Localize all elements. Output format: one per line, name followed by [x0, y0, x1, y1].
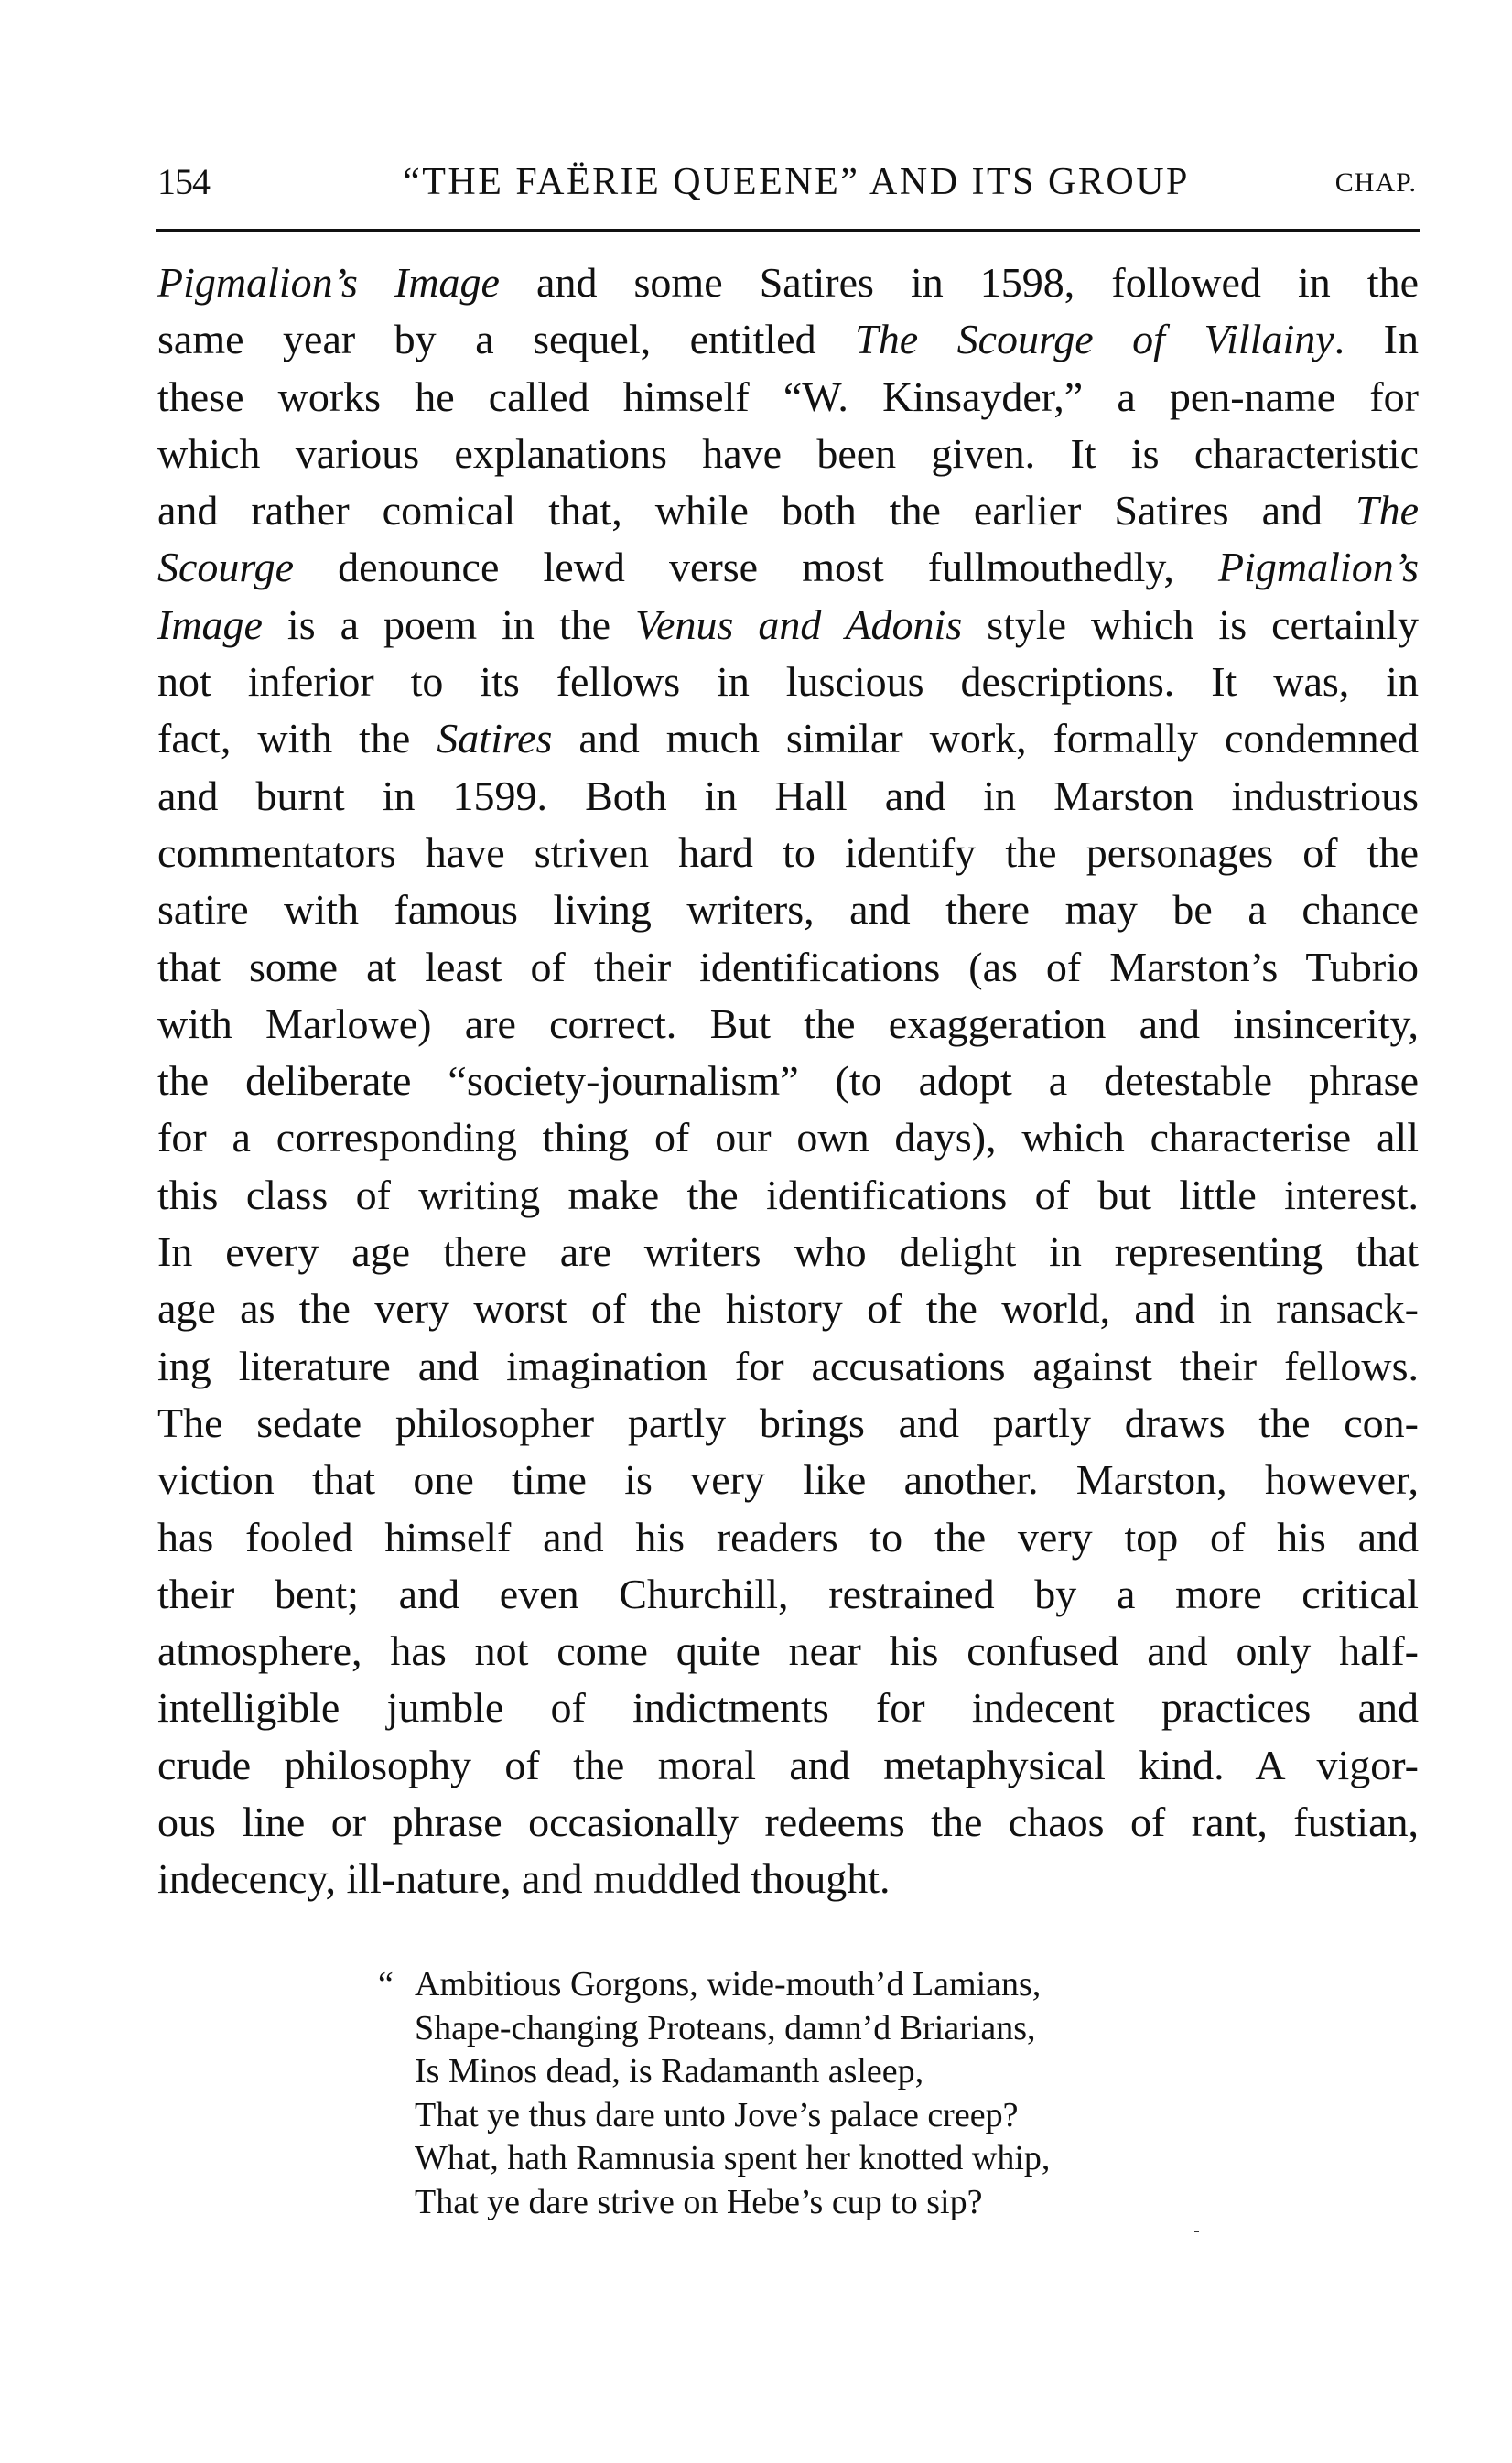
text-line [157, 1167, 1419, 1224]
text-line [157, 654, 1419, 710]
verse-line-text: Ambitious Gorgons, wide-mouth’d Lamians, [415, 1965, 1042, 2004]
text-run: indecency, ill-nature, and muddled thought. [157, 1855, 891, 1903]
verse-line-text: Is Minos dead, is Radamanth asleep, [415, 2052, 924, 2091]
text-run: denounce lewd verse most fullmouthedly, [294, 544, 1219, 591]
text-run: In every age there are writers who delight in representing that [157, 1228, 1419, 1276]
text-line [157, 1395, 1419, 1452]
text-run: for a corresponding thing of our own days), which characterise all [157, 1114, 1419, 1161]
text-run: The sedate philosopher partly brings and partly draws the con- [157, 1399, 1419, 1446]
text-line [157, 710, 1419, 767]
text-line [157, 825, 1419, 881]
text-line [157, 1623, 1419, 1680]
text-line [157, 597, 1419, 654]
text-run: and much similar work, formally condemned [552, 715, 1419, 762]
scan-speck [1194, 2231, 1199, 2232]
text-line [157, 1851, 1419, 1907]
text-line [157, 768, 1419, 825]
italic-title: Satires [437, 715, 553, 762]
text-line [157, 881, 1419, 938]
text-line [157, 1109, 1419, 1166]
text-line [157, 996, 1419, 1053]
text-line [157, 1737, 1419, 1794]
text-run: is a poem in the [262, 600, 636, 648]
header-rule [156, 229, 1420, 232]
verse-line-text: That ye dare strive on Hebe’s cup to sip? [415, 2182, 983, 2221]
verse-quotation [378, 1963, 1051, 2225]
italic-title: Pigmalion’s [1218, 544, 1419, 591]
text-run: crude philosophy of the moral and metaphysical kind. A vigor- [157, 1741, 1419, 1788]
italic-title: Pigmalion’s Image [157, 259, 500, 306]
text-run: satire with famous living writers, and there may be a chance [157, 886, 1419, 934]
text-line [157, 311, 1419, 368]
text-line [157, 482, 1419, 539]
text-line [157, 1794, 1419, 1851]
text-run: the deliberate “society-journalism” (to adopt a detestable phrase [157, 1057, 1419, 1105]
verse-line [415, 2181, 1050, 2225]
text-run: same year by a sequel, entitled [157, 316, 856, 363]
text-run: their bent; and even Churchill, restrained by a more critical [157, 1570, 1419, 1617]
text-run: viction that one time is very like another. Marston, however, [157, 1456, 1419, 1504]
text-line [157, 1280, 1419, 1337]
text-line [157, 1053, 1419, 1109]
verse-line [378, 1963, 1050, 2007]
text-run: has fooled himself and his readers to the very top of his and [157, 1513, 1419, 1561]
text-run: and rather comical that, while both the earlier Satires and [157, 487, 1355, 535]
running-title: “THE FAËRIE QUEENE” AND ITS GROUP [403, 161, 1190, 203]
opening-quote-mark: “ [378, 1965, 394, 2004]
text-run: these works he called himself “W. Kinsayder,” a pen-name for [157, 373, 1419, 420]
verse-line [415, 2137, 1050, 2181]
verse-line-text: That ye thus dare unto Jove’s palace creep? [415, 2095, 1019, 2134]
italic-title: The [1355, 487, 1419, 535]
chapter-label: CHAP. [1334, 167, 1417, 198]
text-line [157, 1566, 1419, 1623]
italic-title: Venus and Adonis [635, 600, 963, 648]
text-run: and some Satires in 1598, followed in the [499, 259, 1419, 306]
text-run: this class of writing make the identifications of but little interest. [157, 1171, 1419, 1218]
text-run: intelligible jumble of indictments for indecent practices and [157, 1684, 1419, 1732]
text-line [157, 1224, 1419, 1280]
verse-line [415, 2050, 1050, 2094]
italic-title: The Scourge of Villainy [855, 316, 1334, 363]
text-run: fact, with the [157, 715, 437, 762]
text-run: ous line or phrase occasionally redeems the chaos of rant, fustian, [157, 1799, 1419, 1846]
text-run: style which is certainly [962, 600, 1419, 648]
text-run: and burnt in 1599. Both in Hall and in Marston industrious [157, 772, 1419, 819]
verse-line [415, 2007, 1050, 2051]
text-line [157, 1338, 1419, 1395]
text-line [157, 539, 1419, 596]
text-run: ing literature and imagination for accusations against their fellows. [157, 1342, 1419, 1389]
text-line [157, 369, 1419, 426]
text-run: which various explanations have been given. It is characteristic [157, 429, 1419, 477]
text-run: . In [1334, 316, 1419, 363]
text-run: age as the very worst of the history of the world, and in ransack- [157, 1285, 1419, 1333]
italic-title: Image [157, 600, 263, 648]
text-line [157, 426, 1419, 482]
text-line [157, 1509, 1419, 1566]
text-line [157, 939, 1419, 996]
text-run: commentators have striven hard to identify the personages of the [157, 828, 1419, 876]
running-header [157, 163, 1419, 201]
verse-line-text: Shape-changing Proteans, damn’d Briarians, [415, 2008, 1036, 2047]
italic-title: Scourge [157, 544, 295, 591]
text-line [157, 1452, 1419, 1508]
text-run: that some at least of their identifications (as of Marston’s Tubrio [157, 943, 1419, 990]
verse-line-text: What, hath Ramnusia spent her knotted whip, [415, 2139, 1051, 2178]
text-run: with Marlowe) are correct. But the exaggeration and insincerity, [157, 999, 1419, 1047]
page-number: 154 [157, 161, 210, 202]
verse-line [415, 2094, 1050, 2138]
text-line [157, 1680, 1419, 1736]
text-line [157, 254, 1419, 311]
body-paragraph [157, 254, 1419, 1908]
text-run: not inferior to its fellows in luscious descriptions. It was, in [157, 658, 1419, 706]
text-run: atmosphere, has not come quite near his confused and only half- [157, 1627, 1419, 1675]
